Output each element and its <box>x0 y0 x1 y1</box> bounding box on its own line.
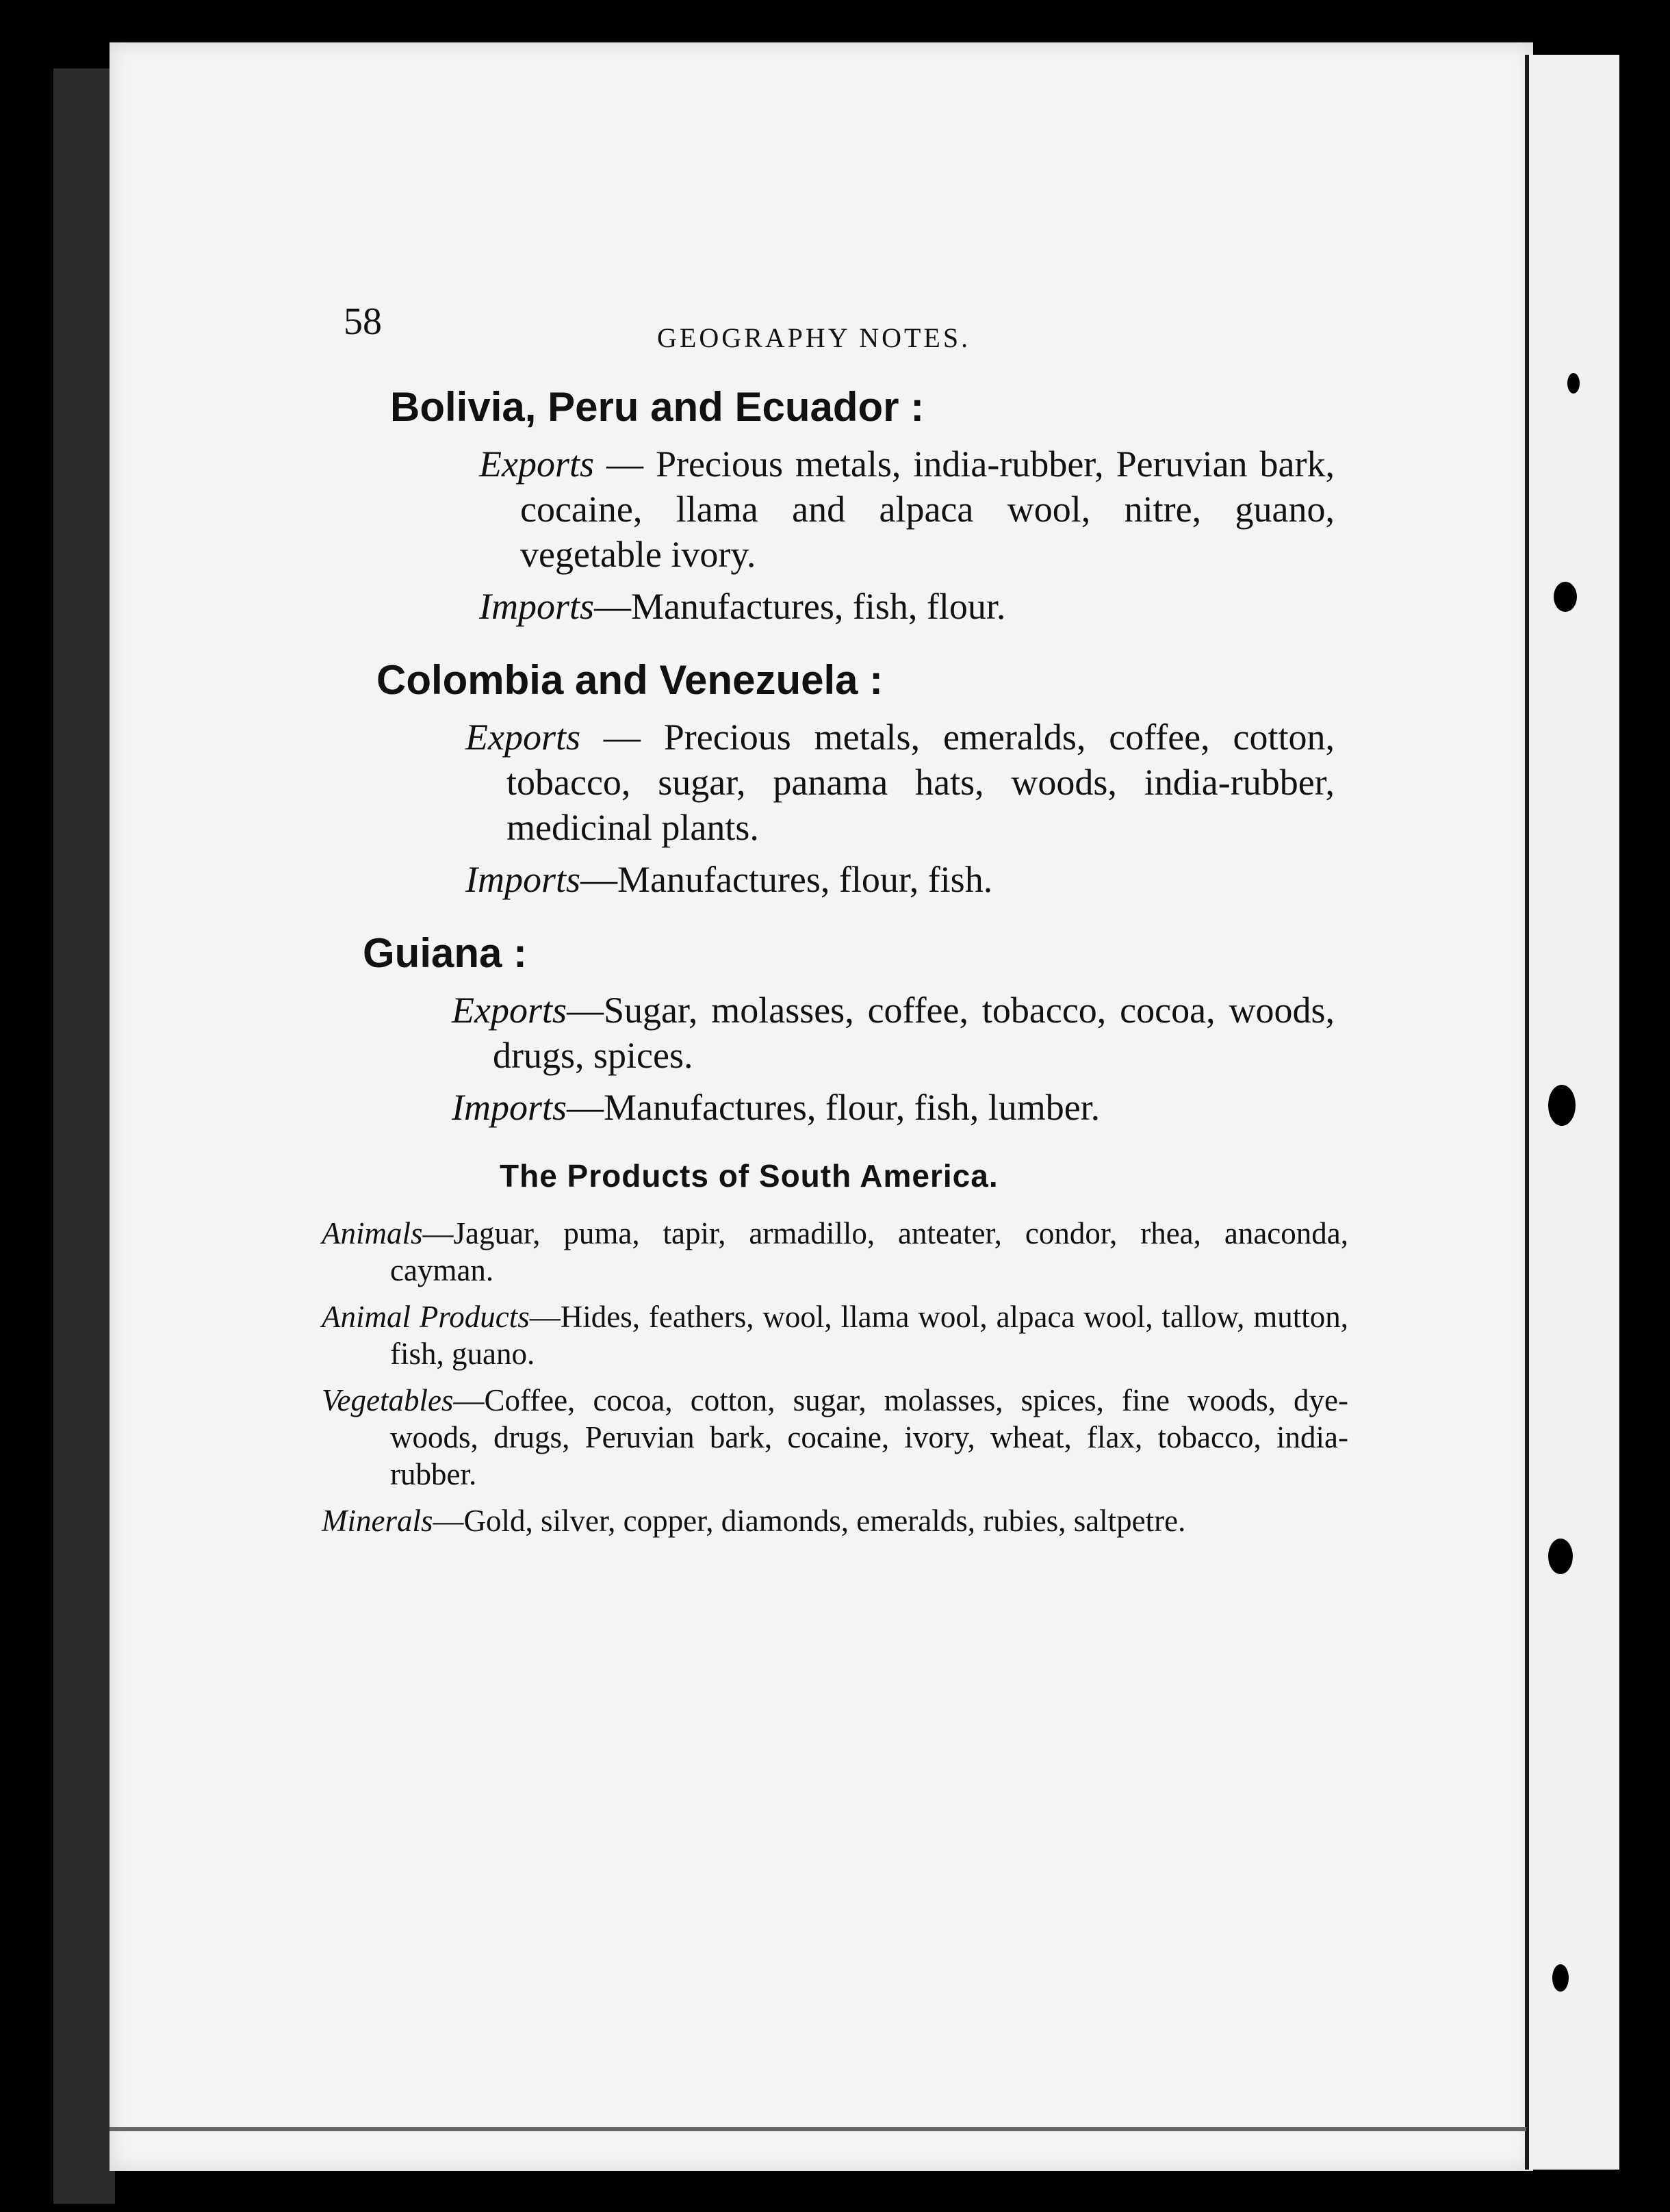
product-label: Animals <box>322 1216 423 1250</box>
ink-spot <box>1554 582 1577 612</box>
imports-separator: — <box>594 586 632 627</box>
exports-separator: — <box>594 443 656 485</box>
product-separator: — <box>422 1216 454 1250</box>
imports-label: Imports <box>479 586 595 627</box>
product-animal-products <box>322 1298 1348 1372</box>
exports-label: Exports <box>452 990 567 1031</box>
ink-spot <box>1552 1964 1569 1992</box>
exports-separator: — <box>567 990 604 1031</box>
product-text: Gold, silver, copper, diamonds, emeralds, rubies, saltpetre. <box>463 1504 1186 1538</box>
ink-spot <box>1567 373 1580 394</box>
imports-text: Manufactures, flour, fish, lumber. <box>604 1087 1101 1128</box>
exports-entry <box>479 441 1335 577</box>
section-title: Colombia and Venezuela : <box>376 657 884 703</box>
book-edge-left <box>53 68 115 2204</box>
imports-entry <box>465 857 1335 902</box>
ink-spot <box>1548 1085 1576 1126</box>
product-separator: — <box>433 1504 464 1538</box>
imports-label: Imports <box>452 1087 567 1128</box>
product-animals <box>322 1215 1348 1289</box>
imports-label: Imports <box>465 859 581 900</box>
exports-entry <box>452 988 1335 1078</box>
product-separator: — <box>529 1300 561 1334</box>
exports-separator: — <box>580 717 664 758</box>
product-minerals <box>322 1502 1348 1539</box>
page-content <box>322 383 1348 1549</box>
imports-entry <box>452 1085 1335 1130</box>
product-label: Vegetables <box>322 1383 454 1417</box>
product-label: Minerals <box>322 1504 433 1538</box>
exports-entry <box>465 715 1335 850</box>
product-text: Jaguar, puma, tapir, armadillo, anteater, condor, rhea, anaconda, cayman. <box>390 1216 1348 1287</box>
product-text: Hides, feathers, wool, llama wool, alpaca wool, tallow, mutton, fish, guano. <box>390 1300 1348 1371</box>
page-bottom-edge <box>110 2127 1526 2131</box>
product-text: Coffee, cocoa, cotton, sugar, molasses, spices, fine woods, dye-woods, drugs, Peruvian bark, cocaine, ivory, wheat, flax, tobacco, india-rubber. <box>390 1383 1348 1491</box>
exports-text: Precious metals, emeralds, coffee, cotton, tobacco, sugar, panama hats, woods, india-rubber, medicinal plants. <box>506 717 1335 848</box>
product-vegetables <box>322 1382 1348 1493</box>
product-label: Animal Products <box>322 1300 530 1334</box>
section-title: Guiana : <box>363 930 528 976</box>
exports-label: Exports <box>479 443 594 485</box>
imports-text: Manufactures, flour, fish. <box>617 859 993 900</box>
section-colombia-venezuela <box>376 656 1335 902</box>
imports-text: Manufactures, fish, flour. <box>631 586 1006 627</box>
section-title: Bolivia, Peru and Ecuador : <box>390 384 925 430</box>
section-bolivia-peru-ecuador <box>390 383 1335 629</box>
scan-border-right <box>1619 0 1670 2212</box>
exports-text: Sugar, molasses, coffee, tobacco, cocoa, woods, drugs, spices. <box>493 990 1335 1076</box>
imports-separator: — <box>567 1087 604 1128</box>
ink-spot <box>1548 1539 1573 1574</box>
imports-entry <box>479 584 1335 629</box>
exports-text: Precious metals, india-rubber, Peruvian bark, cocaine, llama and alpaca wool, nitre, guano, vegetable ivory. <box>520 443 1335 575</box>
running-head: GEOGRAPHY NOTES. <box>657 322 971 353</box>
product-separator: — <box>453 1383 485 1417</box>
page-number: 58 <box>344 300 382 343</box>
imports-separator: — <box>580 859 618 900</box>
products-title: The Products of South America. <box>500 1158 999 1194</box>
exports-label: Exports <box>465 717 580 758</box>
section-guiana <box>363 929 1335 1130</box>
